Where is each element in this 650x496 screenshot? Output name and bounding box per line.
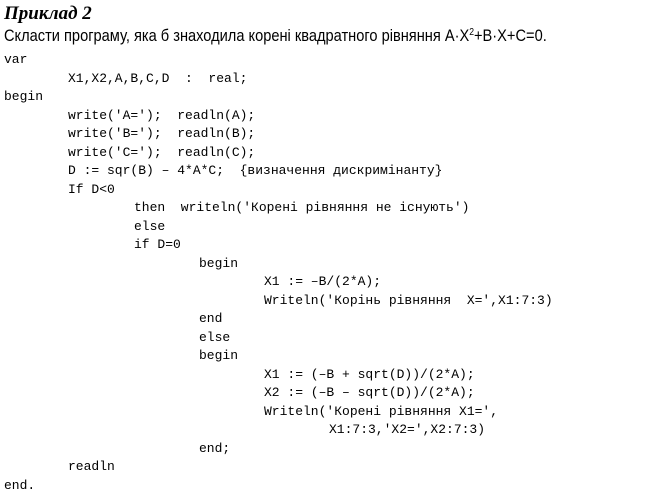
code-line <box>0 70 650 89</box>
formula-exponent: 2 <box>469 27 475 38</box>
code-line-text: Writeln('Корінь рівняння X=',X1:7:3) <box>264 292 553 308</box>
task-text: Скласти програму, яка б знаходила корені квадратного рівняння A <box>4 26 455 45</box>
code-line <box>0 273 650 292</box>
code-line-text: D := sqr(B) – 4*A*C; {визначення дискримінанту} <box>68 163 443 178</box>
pascal-code-listing <box>0 51 650 495</box>
code-line <box>0 384 650 403</box>
code-line <box>0 329 650 348</box>
code-line-text: if D=0 <box>134 237 181 252</box>
code-line-text: then writeln('Корені рівняння не існують') <box>134 200 470 215</box>
code-line <box>0 88 650 107</box>
code-line <box>0 310 650 329</box>
code-line-text: end; <box>199 440 231 456</box>
code-line <box>0 162 650 181</box>
code-line <box>0 347 650 366</box>
code-line-text: else <box>134 218 166 234</box>
code-line <box>0 199 650 218</box>
code-line-text: X1,X2,A,B,C,D : real; <box>68 70 248 86</box>
code-line-text: else <box>199 329 231 345</box>
formula-mid: +B <box>474 26 493 45</box>
code-line <box>0 440 650 459</box>
formula-dot-2: · <box>492 26 498 45</box>
code-line-text: If D<0 <box>68 181 115 197</box>
code-line <box>0 144 650 163</box>
formula-x: X <box>459 26 470 45</box>
task-statement <box>4 26 547 46</box>
code-line <box>0 421 650 440</box>
code-line <box>0 181 650 200</box>
code-line <box>0 366 650 385</box>
code-line-text: X1 := –B/(2*A); <box>264 274 382 289</box>
code-line <box>0 125 650 144</box>
code-line-text: write('C='); readln(C); <box>68 144 256 160</box>
code-line-text: write('B='); readln(B); <box>68 126 256 141</box>
formula-end: X+C=0. <box>497 26 547 45</box>
code-line <box>0 51 650 70</box>
code-line-text: write('A='); readln(A); <box>68 107 256 123</box>
code-line <box>0 458 650 477</box>
code-line-text: begin <box>199 255 239 271</box>
formula-dot-1: · <box>454 26 460 45</box>
code-line <box>0 403 650 422</box>
code-line <box>0 236 650 255</box>
code-line-text: X1:7:3,'X2=',X2:7:3) <box>329 422 486 437</box>
code-line-text: readln <box>68 459 115 474</box>
code-line-text: X2 := (–B – sqrt(D))/(2*A); <box>264 385 475 400</box>
code-line <box>0 218 650 237</box>
code-line-text: begin <box>199 348 239 363</box>
example-title: Приклад 2 <box>4 3 92 24</box>
code-line-text: end <box>199 311 223 326</box>
code-line <box>0 292 650 311</box>
code-line-text: end. <box>4 477 36 493</box>
code-line-text: var <box>4 52 28 67</box>
code-line-text: begin <box>4 89 44 104</box>
code-line <box>0 107 650 126</box>
code-line <box>0 477 650 496</box>
code-line-text: Writeln('Корені рівняння X1=', <box>264 403 499 419</box>
code-line <box>0 255 650 274</box>
code-line-text: X1 := (–B + sqrt(D))/(2*A); <box>264 366 475 382</box>
